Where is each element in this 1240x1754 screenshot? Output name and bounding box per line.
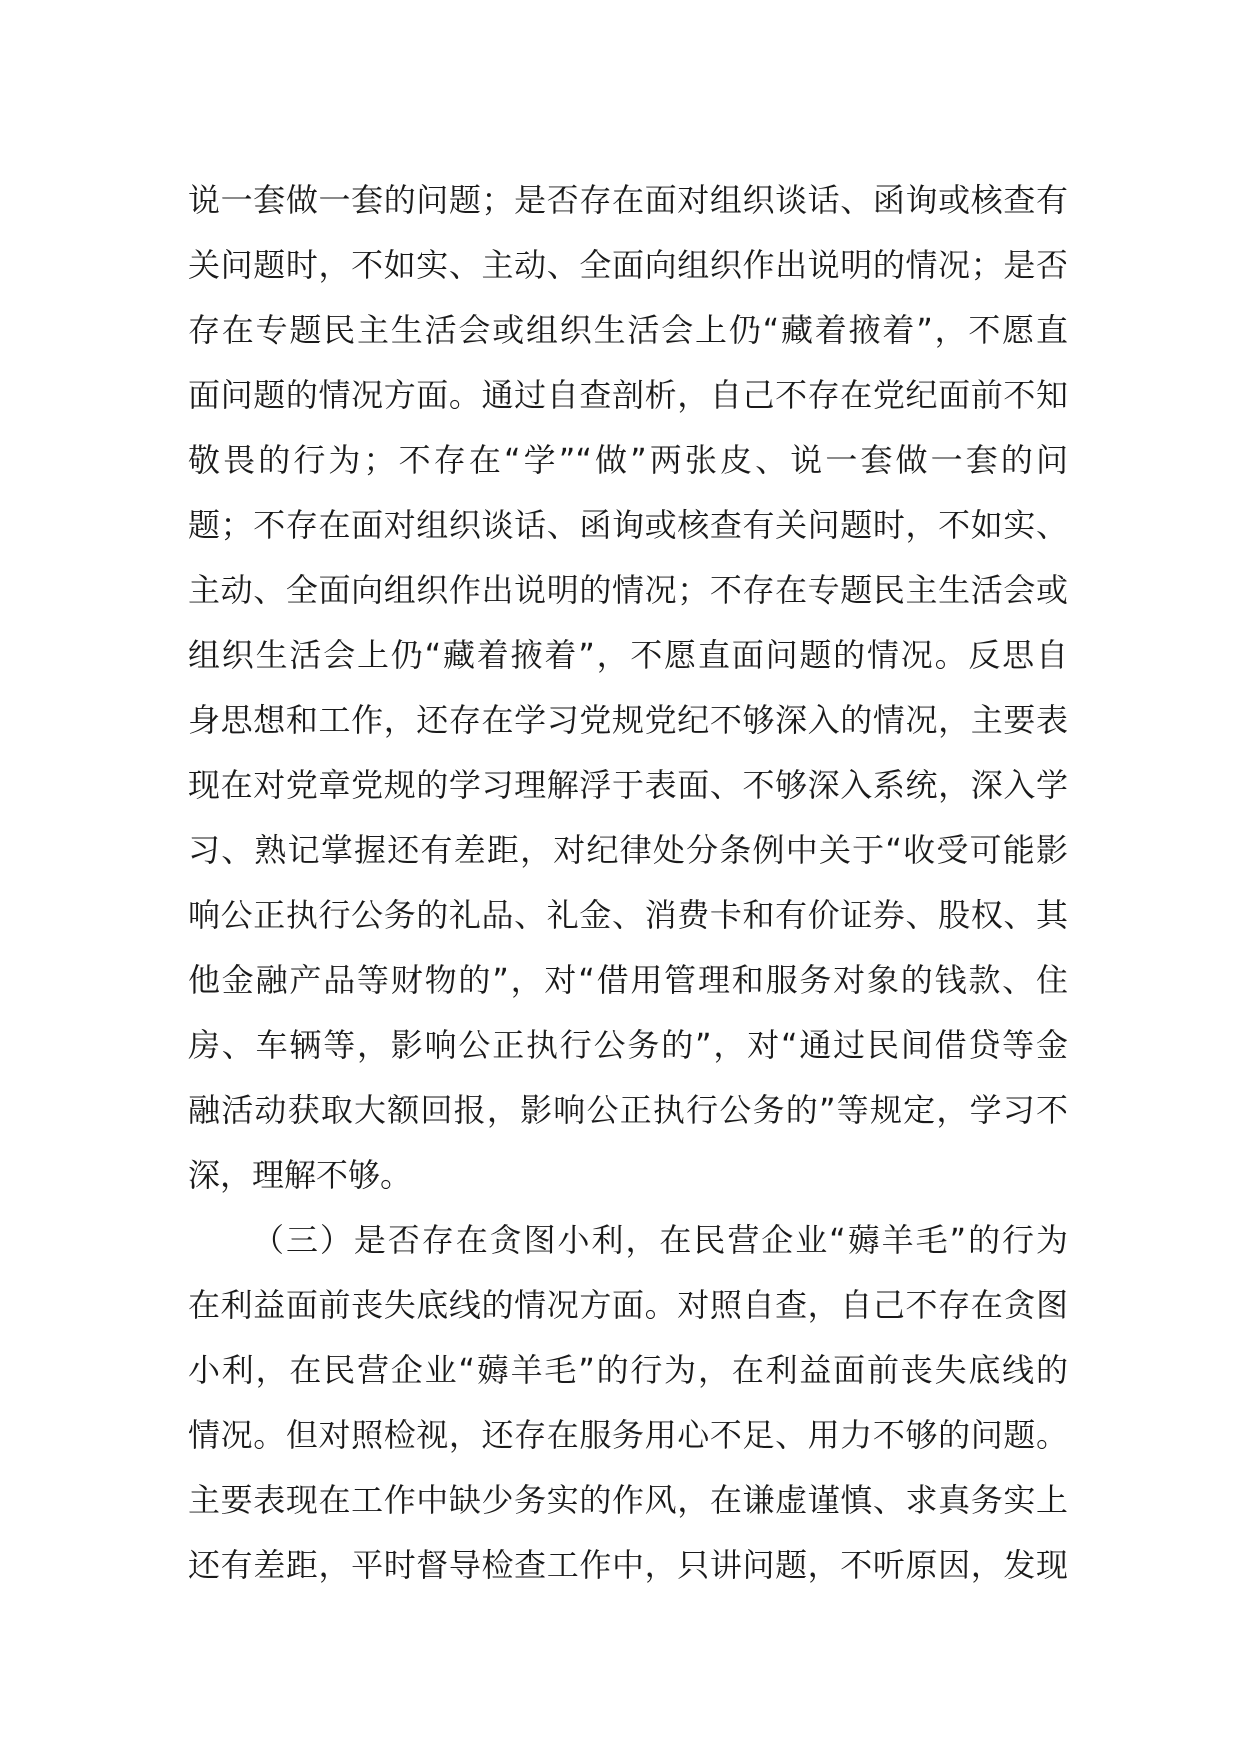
text-line: 题；不存在面对组织谈话、函询或核查有关问题时，不如实、 [188, 506, 1068, 544]
text-line: 说一套做一套的问题；是否存在面对组织谈话、函询或核查有 [188, 181, 1068, 219]
text-line: 主动、全面向组织作出说明的情况；不存在专题民主生活会或 [188, 571, 1068, 609]
text-line: 习、熟记掌握还有差距，对纪律处分条例中关于“收受可能影 [188, 831, 1068, 869]
text-line: 他金融产品等财物的”，对“借用管理和服务对象的钱款、住 [188, 961, 1068, 999]
text-line: 身思想和工作，还存在学习党规党纪不够深入的情况，主要表 [188, 701, 1068, 739]
section-heading-line: （三）是否存在贪图小利，在民营企业“薅羊毛”的行为 [252, 1221, 1068, 1259]
text-line: 现在对党章党规的学习理解浮于表面、不够深入系统，深入学 [188, 766, 1068, 804]
text-line: 响公正执行公务的礼品、礼金、消费卡和有价证券、股权、其 [188, 896, 1068, 934]
text-line: 深，理解不够。 [188, 1156, 413, 1194]
text-line: 房、车辆等，影响公正执行公务的”，对“通过民间借贷等金 [188, 1026, 1068, 1064]
text-line: 关问题时，不如实、主动、全面向组织作出说明的情况；是否 [188, 246, 1068, 284]
text-line: 敬畏的行为；不存在“学”“做”两张皮、说一套做一套的问 [188, 441, 1068, 479]
text-line: 存在专题民主生活会或组织生活会上仍“藏着掖着”，不愿直 [188, 311, 1068, 349]
text-line: 还有差距，平时督导检查工作中，只讲问题，不听原因，发现 [188, 1546, 1068, 1584]
text-line: 面问题的情况方面。通过自查剖析，自己不存在党纪面前不知 [188, 376, 1068, 414]
text-line: 融活动获取大额回报，影响公正执行公务的”等规定，学习不 [188, 1091, 1068, 1129]
text-line: 情况。但对照检视，还存在服务用心不足、用力不够的问题。 [188, 1416, 1068, 1454]
text-line: 主要表现在工作中缺少务实的作风，在谦虚谨慎、求真务实上 [188, 1481, 1068, 1519]
text-line: 组织生活会上仍“藏着掖着”，不愿直面问题的情况。反思自 [188, 636, 1068, 674]
text-line: 小利，在民营企业“薅羊毛”的行为，在利益面前丧失底线的 [188, 1351, 1068, 1389]
text-line: 在利益面前丧失底线的情况方面。对照自查，自己不存在贪图 [188, 1286, 1068, 1324]
document-body [188, 168, 1068, 1598]
